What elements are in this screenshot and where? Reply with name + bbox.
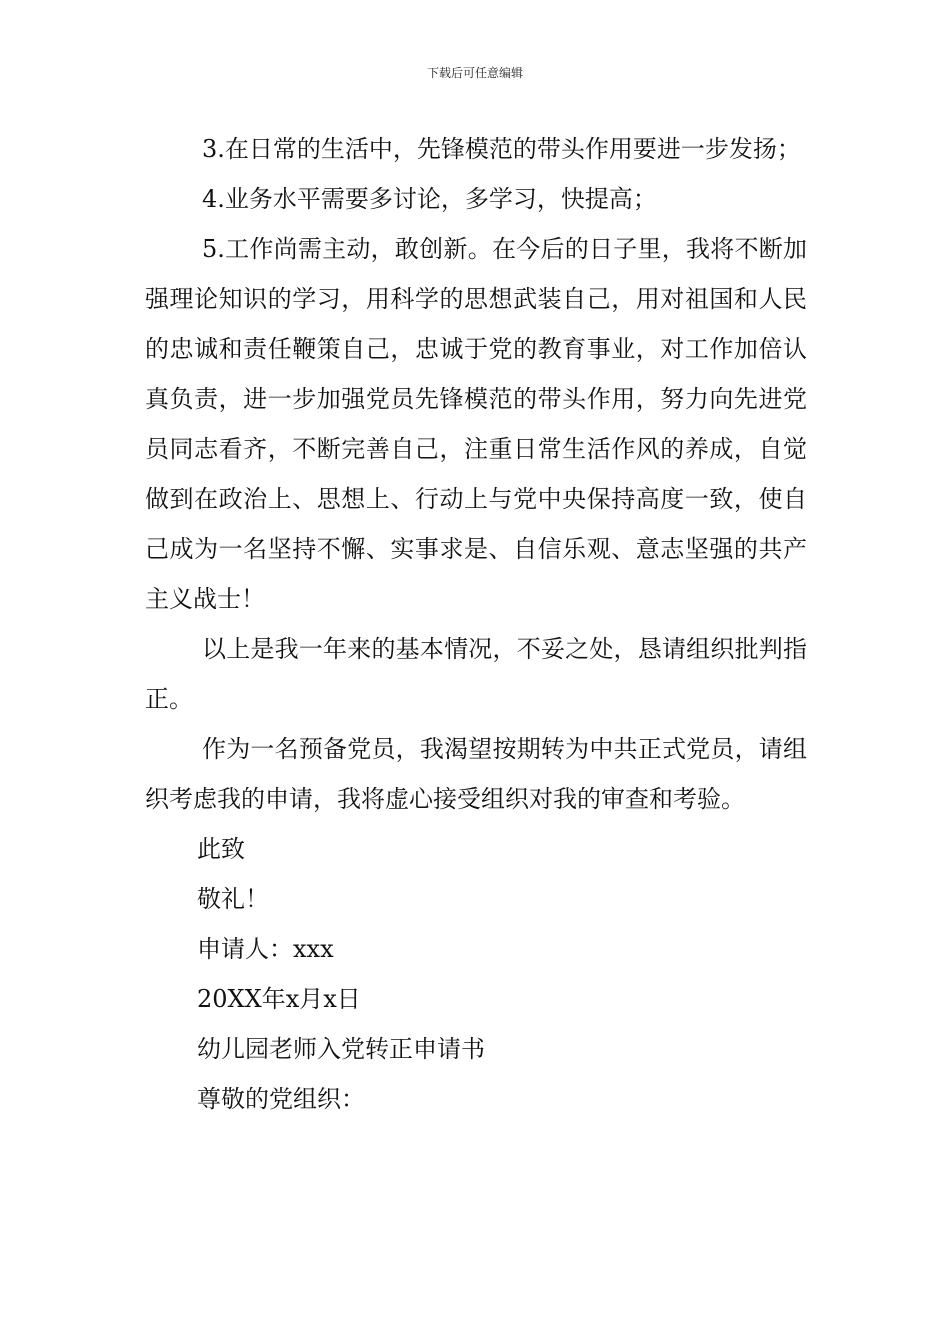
document-body (145, 124, 807, 1124)
next-document-greeting: 尊敬的党组织： (197, 1085, 365, 1113)
paragraph-item-3: 3.在日常的生活中，先锋模范的带头作用要进一步发扬； (202, 135, 801, 163)
applicant-line: 申请人：xxx (197, 935, 334, 963)
closing-respect: 敬礼！ (197, 885, 269, 913)
paragraph-item-4: 4.业务水平需要多讨论，多学习，快提高； (202, 185, 657, 213)
paragraph-request: 作为一名预备党员，我渴望按期转为中共正式党员，请组织考虑我的申请，我将虚心接受组织对我的审查和考验。 (145, 735, 807, 813)
page-header-note: 下载后可任意编辑 (426, 66, 523, 80)
next-document-title: 幼儿园老师入党转正申请书 (197, 1035, 485, 1063)
closing-salutation: 此致 (197, 835, 245, 863)
paragraph-summary: 以上是我一年来的基本情况，不妥之处，恳请组织批判指正。 (145, 635, 807, 713)
date-line: 20XX年x月x日 (197, 985, 361, 1013)
paragraph-item-5: 5.工作尚需主动，敢创新。在今后的日子里，我将不断加强理论知识的学习，用科学的思想武装自己，用对祖国和人民的忠诚和责任鞭策自己，忠诚于党的教育事业，对工作加倍认真负责，进一步加强党员先锋模范的带头作用，努力向先进党员同志看齐，不断完善自己，注重日常生活作风的养成，自觉做到在政治上、思想上、行动上与党中央保持高度一致，使自己成为一名坚持不懈、实事求是、自信乐观、意志坚强的共产主义战士！ (145, 235, 807, 613)
